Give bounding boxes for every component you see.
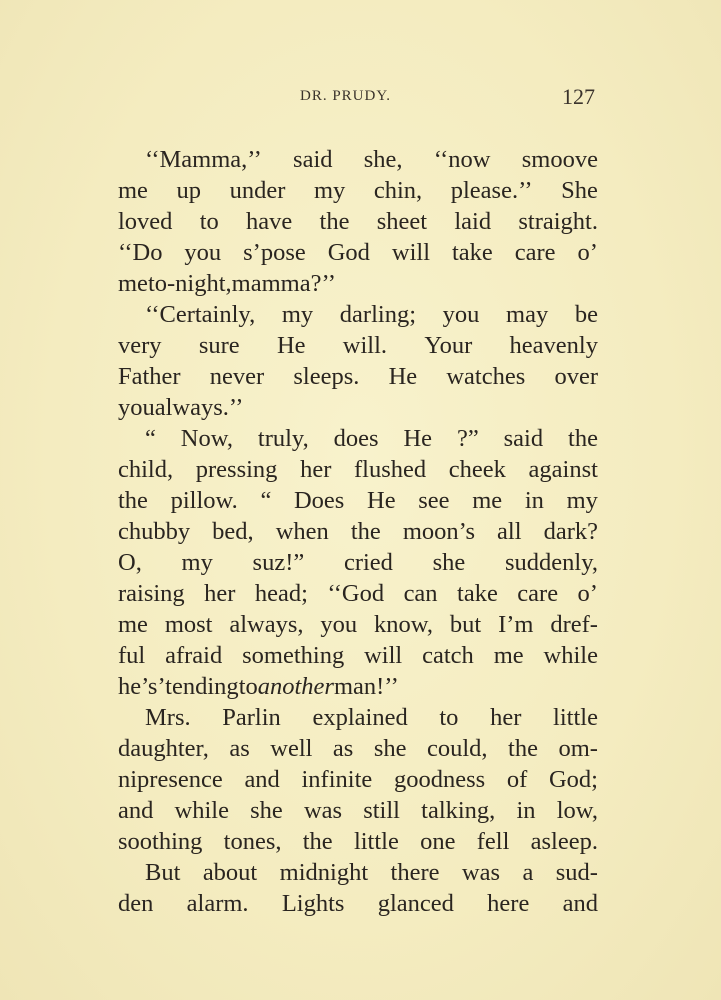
word: Does	[293, 487, 345, 514]
word: under	[229, 177, 286, 204]
word: sleeps.	[293, 363, 360, 390]
word: please.’’	[450, 177, 533, 204]
word: she	[432, 549, 466, 576]
text-line	[118, 361, 598, 392]
word: O,	[118, 549, 142, 576]
word: all	[497, 518, 522, 545]
word: against	[528, 456, 598, 483]
word: But	[145, 859, 181, 886]
word: she	[373, 735, 407, 762]
word: She	[561, 177, 598, 204]
word: heavenly	[509, 332, 598, 359]
word: have	[246, 208, 293, 235]
word: one	[420, 828, 456, 855]
text-line	[118, 516, 598, 547]
word: can	[403, 580, 438, 607]
word: me	[472, 487, 503, 514]
word: pillow.	[170, 487, 238, 514]
word: you	[118, 394, 155, 421]
word: asleep.	[530, 828, 598, 855]
word: still	[363, 797, 400, 824]
text-line	[118, 578, 598, 609]
word: over	[554, 363, 598, 390]
word: He	[388, 363, 418, 390]
word: o’	[577, 580, 598, 607]
word: but	[449, 611, 482, 638]
word: nipresence	[118, 766, 223, 793]
word: low,	[556, 797, 598, 824]
word: and	[244, 766, 280, 793]
word: I’m	[498, 611, 534, 638]
word: as	[229, 735, 250, 762]
word: God;	[548, 766, 598, 793]
word: Lights	[281, 890, 345, 917]
word: you	[320, 611, 358, 638]
word: when	[275, 518, 329, 545]
word: me	[118, 270, 148, 297]
word: and	[118, 797, 154, 824]
text-line	[118, 423, 598, 454]
word: see	[418, 487, 450, 514]
word: her	[204, 580, 236, 607]
word: midnight	[279, 859, 369, 886]
text-line	[118, 857, 598, 888]
word: “	[260, 487, 272, 514]
word: of	[506, 766, 528, 793]
word: the	[319, 208, 350, 235]
text-line	[118, 175, 598, 206]
word: loved	[118, 208, 173, 235]
word: will	[391, 239, 431, 266]
word: my	[313, 177, 346, 204]
word: Mrs.	[145, 704, 191, 731]
word: little	[553, 704, 598, 731]
word: as	[332, 735, 354, 762]
text-line	[118, 671, 598, 702]
word: talking,	[421, 797, 496, 824]
word: my	[181, 549, 213, 576]
word: could,	[426, 735, 488, 762]
text-line	[118, 237, 598, 268]
text-line	[118, 268, 598, 299]
word: care	[517, 580, 559, 607]
word: goodness	[393, 766, 486, 793]
word: me	[118, 177, 148, 204]
word: ‘‘Certainly,	[145, 301, 256, 328]
word: raising	[118, 580, 185, 607]
word: the	[118, 487, 148, 514]
word: her	[300, 456, 332, 483]
word: said	[293, 146, 333, 173]
page-number: 127	[562, 84, 595, 109]
word: afraid	[165, 642, 223, 669]
word: He	[276, 332, 306, 359]
word: very	[118, 332, 162, 359]
word: catch	[422, 642, 474, 669]
word: never	[209, 363, 265, 390]
running-title: DR. PRUDY.	[300, 88, 391, 104]
text-line	[118, 702, 598, 733]
word: pressing	[195, 456, 278, 483]
word: watches	[446, 363, 526, 390]
word: my	[566, 487, 598, 514]
word: there	[390, 859, 440, 886]
word: in	[524, 487, 544, 514]
text-line	[118, 764, 598, 795]
word: ful	[118, 642, 146, 669]
word: said	[503, 425, 544, 452]
word: ‘‘Mamma,’’	[145, 146, 262, 173]
text-line	[118, 888, 598, 919]
word: her	[490, 704, 522, 731]
word: Father	[118, 363, 181, 390]
word: o’	[577, 239, 598, 266]
word: alarm.	[186, 890, 249, 917]
word: take	[451, 239, 493, 266]
word: another	[257, 673, 334, 700]
word: ‘‘Do	[118, 239, 163, 266]
word: the	[508, 735, 538, 762]
word: you	[184, 239, 222, 266]
body-text	[118, 144, 598, 919]
word: He	[367, 487, 396, 514]
word: mamma?’’	[231, 270, 336, 297]
word: chin,	[373, 177, 423, 204]
word: know,	[374, 611, 433, 638]
word: ’tending	[157, 673, 239, 700]
text-line	[118, 144, 598, 175]
text-line	[118, 454, 598, 485]
word: s’pose	[243, 239, 306, 266]
text-line	[118, 547, 598, 578]
word: ‘‘God	[327, 580, 385, 607]
word: well	[270, 735, 313, 762]
word: flushed	[354, 456, 427, 483]
word: he’s	[118, 673, 158, 700]
word: smoove	[521, 146, 598, 173]
text-line	[118, 795, 598, 826]
word: ?”	[456, 425, 479, 452]
word: the	[302, 828, 333, 855]
word: den	[118, 890, 154, 917]
word: daughter,	[118, 735, 209, 762]
word: Your	[424, 332, 473, 359]
word: may	[506, 301, 549, 328]
word: most	[164, 611, 213, 638]
word: chubby	[118, 518, 191, 545]
word: does	[333, 425, 379, 452]
word: bed,	[212, 518, 254, 545]
text-line	[118, 392, 598, 423]
text-line	[118, 330, 598, 361]
word: He	[403, 425, 433, 452]
word: my	[281, 301, 314, 328]
text-line	[118, 733, 598, 764]
word: truly,	[257, 425, 309, 452]
word: about	[202, 859, 258, 886]
word: infinite	[301, 766, 373, 793]
word: Now,	[180, 425, 233, 452]
word: “	[145, 425, 156, 452]
word: always.’’	[154, 394, 244, 421]
word: she,	[363, 146, 403, 173]
word: Parlin	[222, 704, 281, 731]
word: sure	[198, 332, 240, 359]
word: she	[250, 797, 283, 824]
word: up	[176, 177, 202, 204]
word: dark?	[543, 518, 598, 545]
word: will.	[342, 332, 388, 359]
word: me	[493, 642, 524, 669]
word: laid	[454, 208, 492, 235]
word: to	[238, 673, 258, 700]
word: straight.	[518, 208, 598, 235]
word: me	[118, 611, 148, 638]
word: the	[568, 425, 598, 452]
word: to-night,	[147, 270, 232, 297]
word: was	[461, 859, 501, 886]
text-line	[118, 640, 598, 671]
word: always,	[229, 611, 304, 638]
word: soothing	[118, 828, 203, 855]
word: be	[574, 301, 598, 328]
word: sheet	[376, 208, 428, 235]
word: and	[562, 890, 598, 917]
text-line	[118, 826, 598, 857]
word: om-	[558, 735, 598, 762]
word: cried	[343, 549, 393, 576]
word: ‘‘now	[433, 146, 491, 173]
word: little	[353, 828, 399, 855]
word: fell	[476, 828, 510, 855]
word: suz!”	[252, 549, 305, 576]
word: in	[516, 797, 536, 824]
text-line	[118, 609, 598, 640]
word: child,	[118, 456, 174, 483]
word: cheek	[448, 456, 506, 483]
text-line	[118, 299, 598, 330]
word: glanced	[377, 890, 454, 917]
word: suddenly,	[505, 549, 598, 576]
text-line	[118, 206, 598, 237]
word: take	[457, 580, 498, 607]
word: while	[174, 797, 229, 824]
word: while	[543, 642, 598, 669]
word: here	[487, 890, 530, 917]
word: care	[514, 239, 556, 266]
word: you	[442, 301, 480, 328]
word: tones,	[223, 828, 282, 855]
word: sud-	[555, 859, 598, 886]
word: God	[327, 239, 370, 266]
word: to	[439, 704, 459, 731]
word: the	[350, 518, 381, 545]
word: dref-	[550, 611, 598, 638]
word: was	[303, 797, 343, 824]
word: man!’’	[333, 673, 399, 700]
text-line	[118, 485, 598, 516]
word: will	[364, 642, 403, 669]
word: head;	[254, 580, 308, 607]
word: a	[522, 859, 534, 886]
word: something	[242, 642, 345, 669]
word: to	[199, 208, 219, 235]
word: moon’s	[402, 518, 475, 545]
word: explained	[312, 704, 408, 731]
word: darling;	[339, 301, 417, 328]
